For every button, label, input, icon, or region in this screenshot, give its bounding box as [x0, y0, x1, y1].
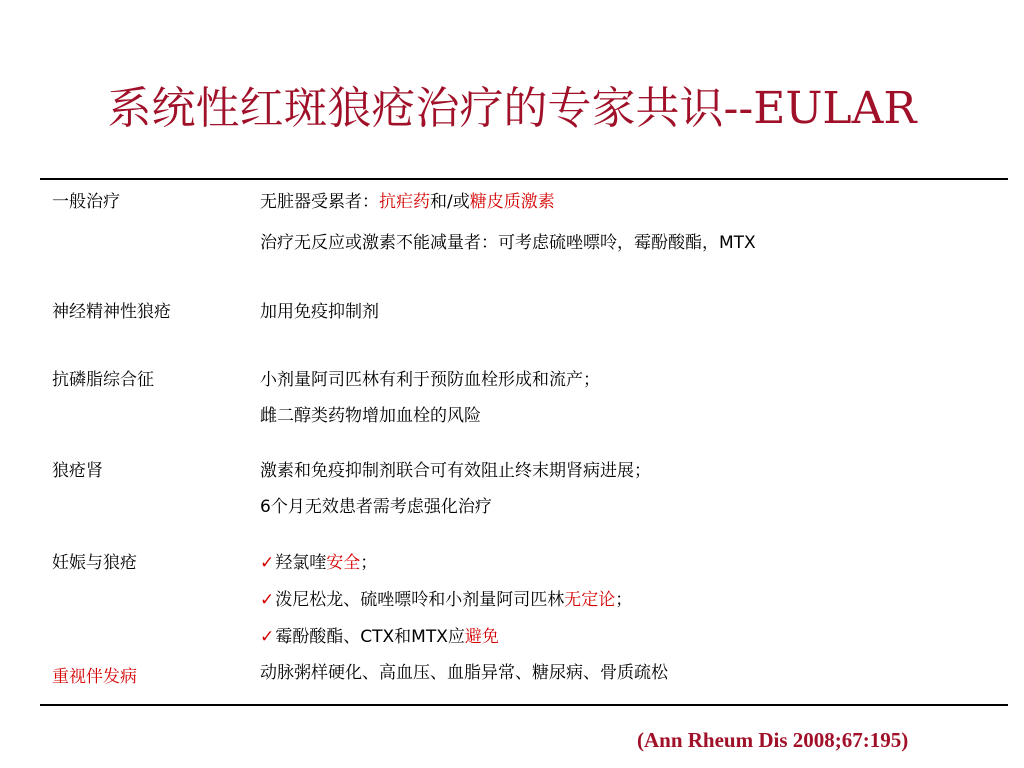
row-desc-general-line2: 治疗无反应或激素不能减量者：可考虑硫唑嘌呤，霉酚酸酯，MTX: [260, 233, 756, 253]
row-desc-comorbidities: 动脉粥样硬化、高血压、血脂异常、糖尿病、骨质疏松: [260, 663, 668, 683]
row-category-pregnancy: 妊娠与狼疮: [52, 553, 137, 573]
row-desc-antiphospholipid-line1: 小剂量阿司匹林有利于预防血栓形成和流产；: [260, 370, 600, 390]
avoid-highlight: 避免: [464, 627, 499, 647]
item-punct: ；: [360, 553, 378, 573]
pregnancy-item: [260, 588, 632, 612]
item-punct: ；: [615, 590, 633, 610]
slide-title: 系统性红斑狼疮治疗的专家共识--EULAR: [107, 83, 917, 134]
row-desc-lupus-nephritis-line1: 激素和免疫抑制剂联合可有效阻止终末期肾病进展；: [260, 461, 651, 481]
check-mark-icon: ✓: [260, 590, 275, 610]
item-text: 霉酚酸酯、CTX和MTX应: [275, 627, 465, 647]
table-bottom-rule: [40, 704, 1008, 706]
check-mark-icon: ✓: [260, 553, 275, 573]
pregnancy-item: [260, 625, 499, 649]
row-category-comorbidities: 重视伴发病: [52, 667, 137, 687]
row-desc-lupus-nephritis-line2: 6个月无效患者需考虑强化治疗: [260, 497, 492, 517]
desc-text: 无脏器受累者：: [260, 192, 379, 212]
citation: (Ann Rheum Dis 2008;67:195): [637, 728, 909, 752]
glucocorticoid-highlight: 糖皮质激素: [469, 192, 555, 212]
check-mark-icon: ✓: [260, 627, 275, 647]
row-category-general: 一般治疗: [52, 192, 120, 212]
row-desc-neuropsychiatric: 加用免疫抑制剂: [260, 302, 379, 322]
row-category-lupus-nephritis: 狼疮肾: [52, 461, 103, 481]
row-desc-general-line1: [260, 190, 555, 214]
table-top-rule: [40, 178, 1008, 180]
row-desc-antiphospholipid-line2: 雌二醇类药物增加血栓的风险: [260, 406, 481, 426]
row-category-neuropsychiatric: 神经精神性狼疮: [52, 302, 171, 322]
safe-highlight: 安全: [326, 553, 361, 573]
antimalarial-highlight: 抗疟药: [379, 192, 430, 212]
item-text: 泼尼松龙、硫唑嘌呤和小剂量阿司匹林: [275, 590, 565, 610]
item-text: 羟氯喹: [275, 553, 327, 573]
inconclusive-highlight: 无定论: [564, 590, 616, 610]
row-category-antiphospholipid: 抗磷脂综合征: [52, 370, 154, 390]
pregnancy-item: [260, 551, 377, 575]
desc-text: 和/或: [430, 192, 470, 212]
